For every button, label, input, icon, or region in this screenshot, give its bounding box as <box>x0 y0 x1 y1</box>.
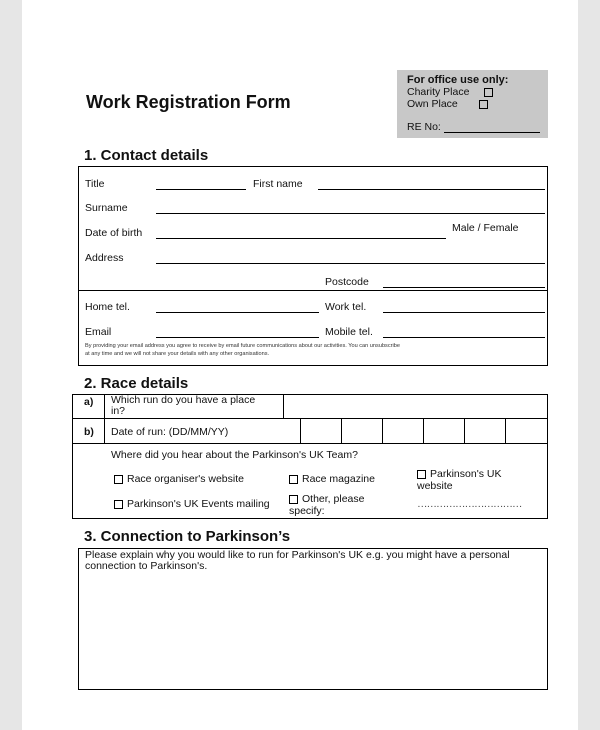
surname-field[interactable] <box>156 213 545 214</box>
date-digit-box-4[interactable] <box>423 418 465 444</box>
option-other[interactable]: Other, please specify: <box>289 493 365 517</box>
other-checkbox[interactable] <box>289 495 298 504</box>
page-title: Work Registration Form <box>86 92 291 112</box>
charity-place-label: Charity Place <box>407 86 497 98</box>
email-disclaimer: By providing your email address you agree to receive by email future communications about our activities. You can unsubscribe at any time and we will not share your details with any other organisations. <box>85 343 400 357</box>
connection-prompt: Please explain why you would like to run for Parkinson's UK e.g. you might have a personal connection to Parkinson's. <box>85 549 510 572</box>
race-organiser-checkbox[interactable] <box>114 475 123 484</box>
postcode-field[interactable] <box>383 287 545 288</box>
option-race-magazine[interactable]: Race magazine <box>289 473 375 485</box>
date-digit-box-2[interactable] <box>341 418 383 444</box>
first-name-label: First name <box>253 178 303 190</box>
gender-label[interactable]: Male / Female <box>452 222 519 234</box>
charity-place-checkbox[interactable] <box>484 88 493 97</box>
email-label: Email <box>85 326 112 338</box>
question-a-text: Which run do you have a place in? <box>111 394 256 417</box>
form-page <box>22 0 578 730</box>
date-digit-box-3[interactable] <box>382 418 424 444</box>
other-specify-field[interactable]: …………………………… <box>417 498 522 510</box>
title-field[interactable] <box>156 189 246 190</box>
home-tel-label: Home tel. <box>85 301 130 313</box>
first-name-field[interactable] <box>318 189 545 190</box>
race-magazine-checkbox[interactable] <box>289 475 298 484</box>
question-a-label: a) <box>84 396 94 408</box>
section-connection-heading: 3. Connection to Parkinson’s <box>84 528 291 545</box>
address-label: Address <box>85 252 124 264</box>
section-race-heading: 2. Race details <box>84 375 189 392</box>
dob-field[interactable] <box>156 238 446 239</box>
contact-details-box <box>78 166 548 366</box>
date-digit-box-1[interactable] <box>300 418 342 444</box>
parkinsons-events-checkbox[interactable] <box>114 500 123 509</box>
contact-separator <box>78 290 547 291</box>
mobile-tel-field[interactable] <box>383 337 545 338</box>
email-field[interactable] <box>156 337 319 338</box>
mobile-tel-label: Mobile tel. <box>325 326 373 338</box>
home-tel-field[interactable] <box>156 312 319 313</box>
surname-label: Surname <box>85 202 128 214</box>
office-use-title: For office use only: <box>407 74 509 86</box>
own-place-label: Own Place <box>407 98 492 110</box>
race-column-divider <box>104 394 105 443</box>
date-digit-box-5[interactable] <box>464 418 506 444</box>
address-field[interactable] <box>156 263 545 264</box>
run-name-field[interactable] <box>283 394 548 419</box>
work-tel-field[interactable] <box>383 312 545 313</box>
title-label: Title <box>85 178 105 190</box>
dob-label: Date of birth <box>85 227 143 239</box>
own-place-checkbox[interactable] <box>479 100 488 109</box>
option-race-organiser[interactable]: Race organiser's website <box>114 473 244 485</box>
date-digit-box-6[interactable] <box>505 418 548 444</box>
section-contact-heading: 1. Contact details <box>84 147 209 164</box>
parkinsons-website-checkbox[interactable] <box>417 470 426 479</box>
hear-about-question: Where did you hear about the Parkinson's UK Team? <box>111 449 358 461</box>
postcode-label: Postcode <box>325 276 369 288</box>
office-use-box <box>397 70 548 138</box>
work-tel-label: Work tel. <box>325 301 367 313</box>
question-b-text: Date of run: (DD/MM/YY) <box>111 426 229 438</box>
option-parkinsons-website[interactable]: Parkinson's UK website <box>417 468 502 492</box>
re-number-field[interactable] <box>444 132 540 133</box>
re-number-label: RE No: <box>407 121 441 133</box>
option-parkinsons-events[interactable]: Parkinson's UK Events mailing <box>114 498 270 510</box>
question-b-label: b) <box>84 426 94 438</box>
